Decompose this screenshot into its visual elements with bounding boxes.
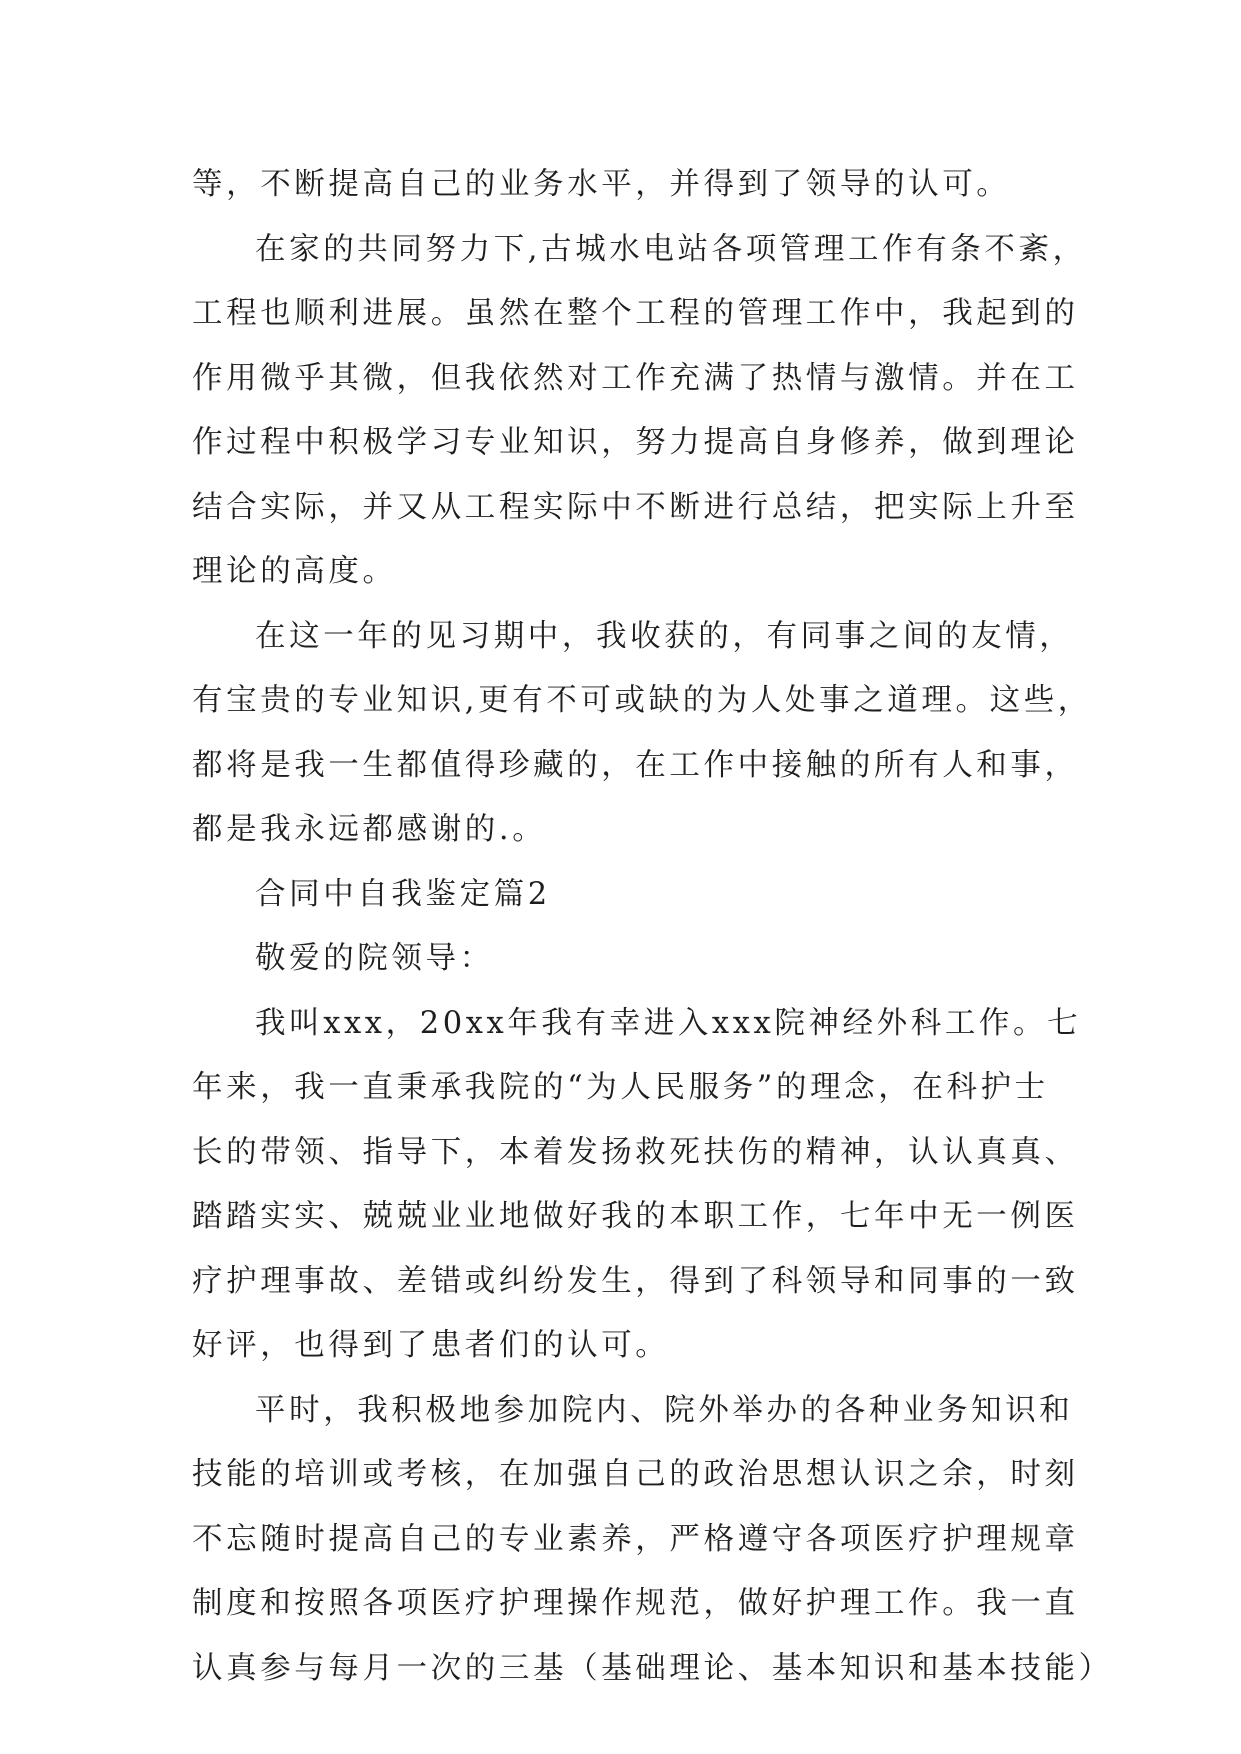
text-line: 年来，我一直秉承我院的“为人民服务”的理念，在科护士 [192,1070,1049,1105]
text-line: 认真参与每月一次的三基（基础理论、基本知识和基本技能） [192,1650,1113,1686]
text-line: 踏踏实实、兢兢业业地做好我的本职工作，七年中无一例医 [192,1199,1079,1234]
text-line: 好评，也得到了患者们的认可。 [192,1328,670,1363]
text-line: 理论的高度。 [192,554,397,589]
document-body [192,153,1113,1701]
section-heading: 合同中自我鉴定篇2 [255,876,551,912]
text-line: 有宝贵的专业知识,更有不可或缺的为人处事之道理。这些， [192,683,1092,718]
paragraph-start-line: 在这一年的见习期中，我收获的，有同事之间的友情， [255,618,1074,654]
text-line: 结合实际，并又从工程实际中不断进行总结，把实际上升至 [192,489,1079,525]
text-line: 技能的培训或考核，在加强自己的政治思想认识之余，时刻 [192,1457,1079,1492]
text-line: 制度和按照各项医疗护理操作规范，做好护理工作。我一直 [192,1586,1079,1621]
text-line: 不忘随时提高自己的专业素养，严格遵守各项医疗护理规章 [192,1521,1079,1557]
text-line: 都是我永远都感谢的.。 [192,812,547,847]
salutation: 敬爱的院领导： [255,941,494,976]
text-line: 都将是我一生都值得珍藏的，在工作中接触的所有人和事， [192,747,1079,783]
paragraph-start-line: 平时，我积极地参加院内、院外举办的各种业务知识和 [255,1392,1074,1428]
text-line: 等，不断提高自己的业务水平，并得到了领导的认可。 [192,167,1011,202]
paragraph-start-line: 我叫xxx，20xx年我有幸进入xxx院神经外科工作。七 [255,1005,1082,1041]
text-line: 作过程中积极学习专业知识，努力提高自身修养，做到理论 [192,425,1079,460]
text-line: 作用微乎其微，但我依然对工作充满了热情与激情。并在工 [192,360,1079,396]
paragraph-start-line: 在家的共同努力下,古城水电站各项管理工作有条不紊， [255,231,1087,267]
text-line: 工程也顺利进展。虽然在整个工程的管理工作中，我起到的 [192,296,1079,331]
text-line: 长的带领、指导下，本着发扬救死扶伤的精神，认认真真、 [192,1134,1079,1170]
text-line: 疗护理事故、差错或纠纷发生，得到了科领导和同事的一致 [192,1263,1079,1299]
